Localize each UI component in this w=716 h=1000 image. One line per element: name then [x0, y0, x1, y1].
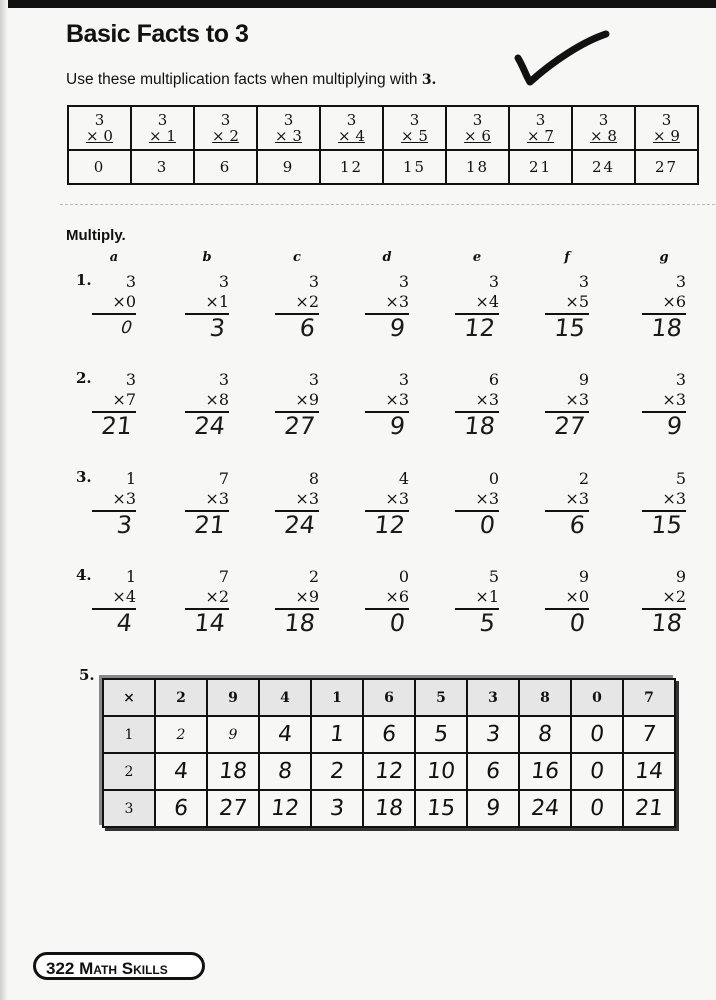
fact-multiplier: × 0: [86, 127, 113, 145]
grid-cell-answer: 0: [569, 790, 625, 827]
fact-cell: [194, 106, 257, 150]
grid-cell-answer: 3: [309, 790, 365, 827]
problem-multiplier: ×3: [475, 489, 499, 508]
fact-top: 3: [409, 111, 420, 129]
problem-top: 0: [488, 469, 499, 488]
row-number: 1.: [76, 271, 92, 289]
problem-answer: 24: [192, 412, 227, 440]
grid-cell-answer: 21: [621, 790, 677, 827]
fact-cell: [320, 106, 383, 150]
problem: [545, 370, 589, 439]
problem-answer: 6: [298, 314, 317, 342]
problem-answer: 0: [478, 511, 497, 539]
problem-multiplier: ×2: [295, 292, 319, 311]
fact-multiplier: × 7: [527, 127, 554, 145]
problem: [275, 272, 319, 341]
problem-answer: 14: [192, 609, 227, 637]
grid-cell-answer: 1: [309, 716, 365, 753]
grid-cell-answer: 3: [465, 716, 521, 753]
problem: [92, 469, 136, 538]
column-label-e: e: [472, 250, 482, 265]
fact-product: 0: [68, 150, 131, 184]
grid-cell-answer: 4: [153, 753, 209, 790]
problem: [455, 469, 499, 538]
problem: [185, 272, 229, 341]
fact-cell: [635, 106, 698, 150]
problem-answer: 3: [208, 314, 227, 342]
column-label-d: d: [382, 250, 392, 265]
fact-multiplier: × 6: [464, 127, 491, 145]
problem-multiplier: ×2: [662, 587, 686, 606]
fact-cell: [68, 106, 131, 150]
row-number: 2.: [76, 369, 92, 387]
problem-top: 3: [308, 272, 319, 291]
grid-cell-answer: 8: [517, 716, 573, 753]
problem-answer: 15: [552, 314, 587, 342]
problem: [455, 370, 499, 439]
fact-cell: [383, 106, 446, 150]
problem-top: 9: [578, 567, 589, 586]
page-number: 322: [46, 959, 75, 978]
problem-answer: 4: [115, 609, 134, 637]
problem: [365, 469, 409, 538]
problem-answer: 9: [665, 412, 684, 440]
problem: [275, 370, 319, 439]
fact-cell: [257, 106, 320, 150]
problem-answer: 9: [388, 314, 407, 342]
grid-cell-answer: 5: [413, 716, 469, 753]
problem-top: 3: [675, 370, 686, 389]
problem-answer: 0: [120, 318, 134, 338]
column-label-g: g: [659, 250, 669, 265]
fact-top: 3: [661, 111, 672, 129]
problem-multiplier: ×0: [565, 587, 589, 606]
grid-cell-answer: 4: [257, 716, 313, 753]
problem-top: 4: [398, 469, 409, 488]
facts-table: [67, 105, 699, 185]
grid-cell-answer: 7: [621, 716, 677, 753]
problem-answer: 18: [649, 314, 684, 342]
problem-top: 3: [488, 272, 499, 291]
problem: [92, 567, 136, 636]
problem-top: 1: [125, 469, 136, 488]
scan-top-edge: [0, 0, 716, 8]
problem-top: 5: [488, 567, 499, 586]
problem-multiplier: ×1: [205, 292, 229, 311]
problem-answer: 5: [478, 609, 497, 637]
problem-answer: 18: [282, 609, 317, 637]
problem: [185, 469, 229, 538]
grid-header-cell: 2: [155, 679, 207, 716]
problem-multiplier: ×3: [662, 489, 686, 508]
problem-multiplier: ×5: [565, 292, 589, 311]
fact-cell: [131, 106, 194, 150]
fact-product: 9: [257, 150, 320, 184]
problem-answer: 21: [192, 511, 227, 539]
problem-answer: 24: [282, 511, 317, 539]
fact-multiplier: × 1: [149, 127, 176, 145]
problem-multiplier: ×6: [385, 587, 409, 606]
grid-row-label: 2: [103, 753, 155, 790]
problem-multiplier: ×7: [112, 390, 136, 409]
grid-cell-answer: 14: [621, 753, 677, 790]
problem: [365, 567, 409, 636]
instructions-number: 3.: [421, 72, 437, 88]
fact-top: 3: [472, 111, 483, 129]
fact-multiplier: × 9: [653, 127, 680, 145]
problem-multiplier: ×3: [385, 292, 409, 311]
problem-top: 3: [675, 272, 686, 291]
problem-multiplier: ×4: [112, 587, 136, 606]
problem: [185, 567, 229, 636]
problem-multiplier: ×9: [295, 390, 319, 409]
problem-top: 8: [308, 469, 319, 488]
fact-cell: [509, 106, 572, 150]
grid-cell-answer: 15: [413, 790, 469, 827]
problem-answer: 27: [552, 412, 587, 440]
grid-cell-answer: 16: [517, 753, 573, 790]
problem-answer: 21: [99, 412, 134, 440]
problem-multiplier: ×9: [295, 587, 319, 606]
fact-product: 12: [320, 150, 383, 184]
multiply-heading: Multiply.: [66, 227, 126, 244]
problem: [545, 567, 589, 636]
grid-row: [103, 753, 675, 790]
instructions-text: Use these multiplication facts when multiplying with: [66, 71, 418, 88]
grid-header-cell: 4: [259, 679, 311, 716]
fact-product: 24: [572, 150, 635, 184]
fact-product: 6: [194, 150, 257, 184]
problem-5-number: 5.: [79, 666, 95, 684]
problem-multiplier: ×3: [565, 390, 589, 409]
column-label-b: b: [202, 250, 212, 265]
problem-answer: 3: [115, 511, 134, 539]
fact-top: 3: [598, 111, 609, 129]
problem: [365, 272, 409, 341]
column-label-f: f: [564, 250, 570, 265]
problem-top: 9: [675, 567, 686, 586]
facts-row-products: [68, 150, 698, 184]
grid-cell-answer: 0: [569, 716, 625, 753]
page-title: Basic Facts to 3: [66, 20, 249, 48]
facts-row-factors: [68, 106, 698, 150]
instructions: [66, 71, 436, 89]
fact-multiplier: × 3: [275, 127, 302, 145]
problem-top: 3: [218, 370, 229, 389]
multiplication-grid: [102, 678, 676, 828]
grid-cell-answer: 6: [153, 790, 209, 827]
problem-multiplier: ×3: [295, 489, 319, 508]
book-title: Math Skills: [79, 959, 168, 978]
problem-top: 7: [218, 567, 229, 586]
grid-row-label: 3: [103, 790, 155, 827]
grid-cell-answer: 6: [465, 753, 521, 790]
grid-row: [103, 790, 675, 827]
problem-answer: 15: [649, 511, 684, 539]
problem-multiplier: ×0: [112, 292, 136, 311]
problem-top: 3: [398, 272, 409, 291]
fact-top: 3: [94, 111, 105, 129]
problem-multiplier: ×8: [205, 390, 229, 409]
tear-line: [60, 204, 715, 213]
problem-top: 6: [488, 370, 499, 389]
problem: [642, 272, 686, 341]
problem: [642, 370, 686, 439]
fact-product: 3: [131, 150, 194, 184]
grid-cell-printed: 2: [155, 716, 207, 753]
problem: [92, 370, 136, 439]
problem-multiplier: ×6: [662, 292, 686, 311]
problem-top: 3: [125, 272, 136, 291]
problem: [455, 272, 499, 341]
fact-product: 27: [635, 150, 698, 184]
problem: [545, 272, 589, 341]
grid-corner: ×: [103, 679, 155, 716]
problem-top: 9: [578, 370, 589, 389]
grid-header-cell: 0: [571, 679, 623, 716]
grid-cell-answer: 24: [517, 790, 573, 827]
problem-top: 3: [308, 370, 319, 389]
problem: [455, 567, 499, 636]
grid-row-label: 1: [103, 716, 155, 753]
fact-multiplier: × 8: [590, 127, 617, 145]
grid-cell-answer: 18: [205, 753, 261, 790]
grid-header-cell: 3: [467, 679, 519, 716]
problem-top: 3: [125, 370, 136, 389]
scan-left-edge: [0, 0, 8, 1000]
problem-answer: 12: [372, 511, 407, 539]
grid-cell-answer: 0: [569, 753, 625, 790]
fact-top: 3: [535, 111, 546, 129]
problem-top: 2: [578, 469, 589, 488]
grid-header-cell: 7: [623, 679, 675, 716]
problem: [185, 370, 229, 439]
fact-multiplier: × 4: [338, 127, 365, 145]
problem-multiplier: ×2: [205, 587, 229, 606]
grid-cell-answer: 12: [361, 753, 417, 790]
grid-header-row: [103, 679, 675, 716]
problem-top: 3: [398, 370, 409, 389]
problem-answer: 18: [649, 609, 684, 637]
grid-cell-answer: 27: [205, 790, 261, 827]
problem-top: 1: [125, 567, 136, 586]
problem-multiplier: ×3: [475, 390, 499, 409]
row-number: 3.: [76, 468, 92, 486]
problem: [545, 469, 589, 538]
problem-multiplier: ×1: [475, 587, 499, 606]
fact-top: 3: [220, 111, 231, 129]
fact-multiplier: × 2: [212, 127, 239, 145]
problem-top: 5: [675, 469, 686, 488]
fact-product: 15: [383, 150, 446, 184]
problem: [365, 370, 409, 439]
fact-top: 3: [157, 111, 168, 129]
fact-top: 3: [346, 111, 357, 129]
grid-cell-answer: 8: [257, 753, 313, 790]
grid-row: [103, 716, 675, 753]
problem: [642, 469, 686, 538]
grid-header-cell: 8: [519, 679, 571, 716]
problem-multiplier: ×3: [662, 390, 686, 409]
fact-product: 21: [509, 150, 572, 184]
grid-cell-answer: 10: [413, 753, 469, 790]
fact-multiplier: × 5: [401, 127, 428, 145]
checkmark-icon: [512, 28, 612, 88]
grid-header-cell: 9: [207, 679, 259, 716]
problem-multiplier: ×3: [565, 489, 589, 508]
row-number: 4.: [76, 566, 92, 584]
problem-answer: 27: [282, 412, 317, 440]
problem-top: 2: [308, 567, 319, 586]
column-label-a: a: [109, 250, 119, 265]
page-footer: [33, 952, 205, 980]
problem-answer: 12: [462, 314, 497, 342]
problem-multiplier: ×3: [205, 489, 229, 508]
fact-cell: [446, 106, 509, 150]
problem: [275, 567, 319, 636]
fact-product: 18: [446, 150, 509, 184]
problem-answer: 9: [388, 412, 407, 440]
grid-cell-answer: 12: [257, 790, 313, 827]
problem-answer: 18: [462, 412, 497, 440]
column-label-c: c: [293, 250, 301, 265]
fact-cell: [572, 106, 635, 150]
problem-answer: 6: [568, 511, 587, 539]
problem: [275, 469, 319, 538]
problem-answer: 0: [388, 609, 407, 637]
grid-cell-answer: 2: [309, 753, 365, 790]
problem: [92, 272, 136, 341]
grid-cell-answer: 9: [465, 790, 521, 827]
problem-top: 0: [398, 567, 409, 586]
grid-cell-answer: 6: [361, 716, 417, 753]
problem-multiplier: ×3: [385, 390, 409, 409]
problem-multiplier: ×3: [112, 489, 136, 508]
problem-multiplier: ×3: [385, 489, 409, 508]
grid-header-cell: 1: [311, 679, 363, 716]
grid-cell-printed: 9: [207, 716, 259, 753]
grid-cell-answer: 18: [361, 790, 417, 827]
problem: [642, 567, 686, 636]
problem-top: 3: [578, 272, 589, 291]
problem-top: 3: [218, 272, 229, 291]
grid-header-cell: 5: [415, 679, 467, 716]
problem-answer: 0: [568, 609, 587, 637]
problem-multiplier: ×4: [475, 292, 499, 311]
grid-header-cell: 6: [363, 679, 415, 716]
fact-top: 3: [283, 111, 294, 129]
problem-top: 7: [218, 469, 229, 488]
